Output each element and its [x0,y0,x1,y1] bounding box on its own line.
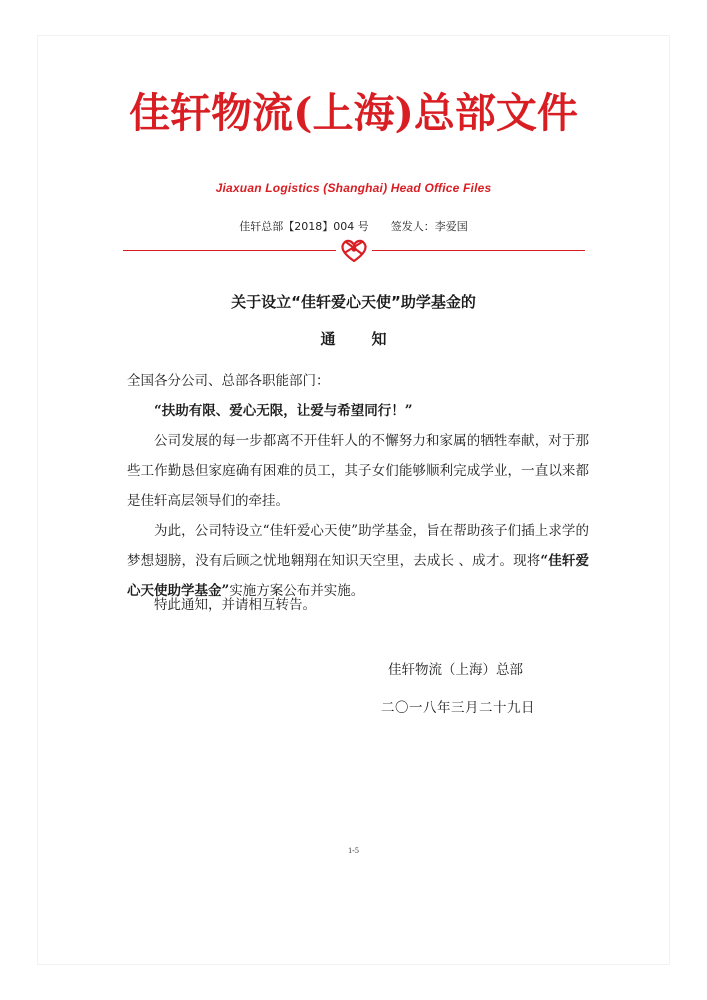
signature-date: 二〇一八年三月二十九日 [381,700,535,716]
signature-organization: 佳轩物流（上海）总部 [388,662,523,678]
header-rule-left [123,250,336,251]
document-number: 佳轩总部【2018】004 号 [239,220,369,233]
header-rule-right [372,250,585,251]
fund-name-bold: “佳轩爱心天使助学基金” [127,553,590,599]
paragraph-2-text-a: 为此，公司特设立“佳轩爱心天使”助学基金，旨在帮助孩子们插上求学的梦想翅膀，没有后顾之忧地翱翔在知识天空里，去成长 、成才。现将 [127,523,589,569]
masthead-title: 佳轩物流(上海)总部文件 [129,89,578,137]
paragraph-3: 特此通知，并请相互转告。 [154,597,316,613]
masthead-subtitle: Jiaxuan Logistics (Shanghai) Head Office Files [215,181,492,195]
interlocking-heart-emblem-icon [336,236,372,264]
document-title-line2: 通知 [320,330,423,348]
paragraph-1: 公司发展的每一步都离不开佳轩人的不懈努力和家属的牺牲奉献，对于那些工作勤恳但家庭确有困难的员工，其子女们能够顺利完成学业，一直以来都是佳轩高层领导们的牵挂。 [127,433,589,509]
issuer: 签发人：李爱国 [390,220,468,233]
motto: “扶助有限、爱心无限，让爱与希望同行！” [154,403,413,419]
document-title-line1: 关于设立“佳轩爱心天使”助学基金的 [231,293,476,311]
paragraph-2-text-b: 实施方案公布并实施。 [229,583,365,599]
document-number-line [0,218,707,234]
page-number: 1-5 [348,846,359,855]
salutation: 全国各分公司、总部各职能部门： [127,373,330,389]
